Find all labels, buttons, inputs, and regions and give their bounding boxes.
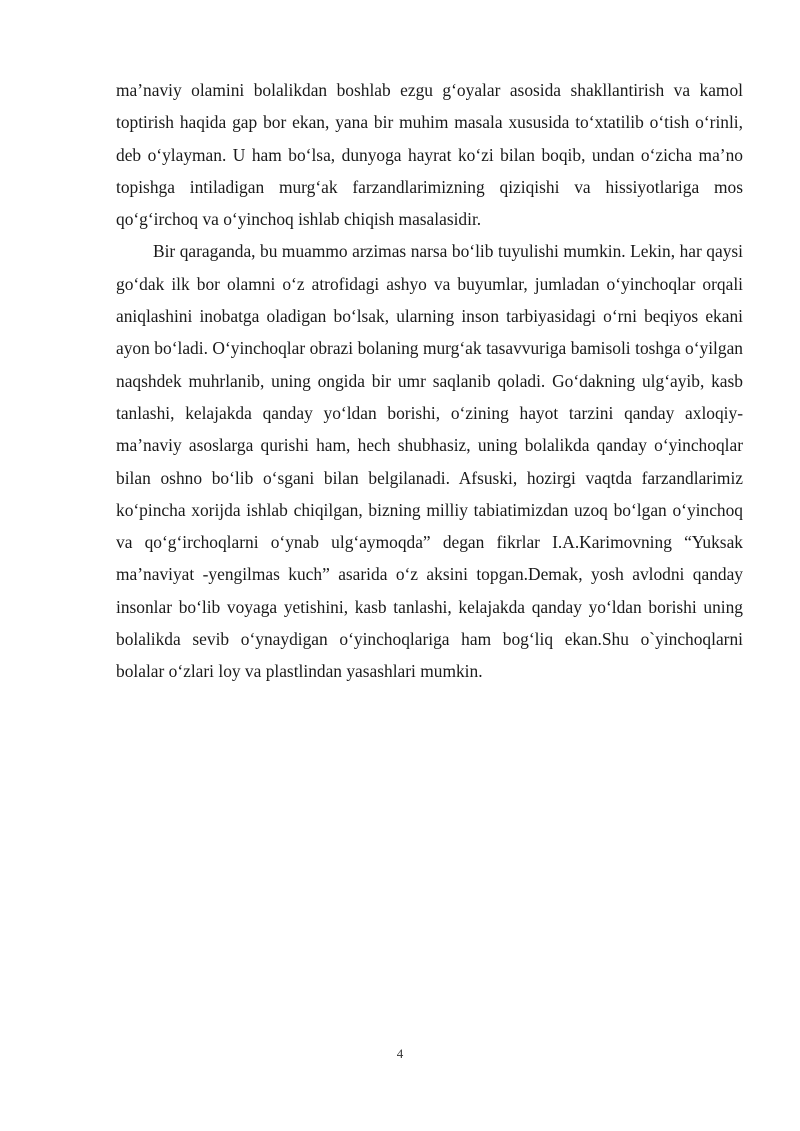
paragraph-1: ma’naviy olamini bolalikdan boshlab ezgu g‘oyalar asosida shakllantirish va kamol toptirish haqida gap bor ekan, yana bir muhim masala xususida to‘xtatilib o‘tish o‘rinli, deb o‘ylayman. U ham bo‘lsa, dunyoga hayrat ko‘zi bilan boqib, undan o‘zicha ma’no topishga intiladigan murg‘ak farzandlarimizning qiziqishi va hissiyotlariga mos qo‘g‘irchoq va o‘yinchoq ishlab chiqish masalasidir. — [116, 80, 743, 230]
body-text — [116, 74, 743, 688]
page-number: 4 — [396, 1046, 404, 1061]
paragraph-2: Bir qaraganda, bu muammo arzimas narsa bo‘lib tuyulishi mumkin. Lekin, har qaysi go‘dak ilk bor olamni o‘z atrofidagi ashyo va buyumlar, jumladan o‘yinchoqlar orqali aniqlashini inobatga oladigan bo‘lsak, ularning inson tarbiyasidagi o‘rni beqiyos ekani ayon bo‘ladi. O‘yinchoqlar obrazi bolaning murg‘ak tasavvuriga bamisoli toshga o‘yilgan naqshdek muhrlanib, uning ongida bir umr saqlanib qoladi. Go‘dakning ulg‘ayib, kasb tanlashi, kelajakda qanday yo‘ldan borishi, o‘zining hayot tarzini qanday axloqiy-ma’naviy asoslarga qurishi ham, hech shubhasiz, uning bolalikda qanday o‘yinchoqlar bilan oshno bo‘lib o‘sgani bilan belgilanadi. Afsuski, hozirgi vaqtda farzandlarimiz ko‘pincha xorijda ishlab chiqilgan, bizning milliy tabiatimizdan uzoq bo‘lgan o‘yinchoq va qo‘g‘irchoqlarni o‘ynab ulg‘aymoqda” degan fikrlar I.A.Karimovning “Yuksak ma’naviyat -yengilmas kuch” asarida o‘z aksini topgan.Demak, yosh avlodni qanday insonlar bo‘lib voyaga yetishini, kasb tanlashi, kelajakda qanday yo‘ldan borishi uning bolalikda sevib o‘ynaydigan o‘yinchoqlariga ham bog‘liq ekan.Shu o`yinchoqlarni bolalar o‘zlari loy va plastlindan yasashlari mumkin. — [116, 241, 743, 682]
